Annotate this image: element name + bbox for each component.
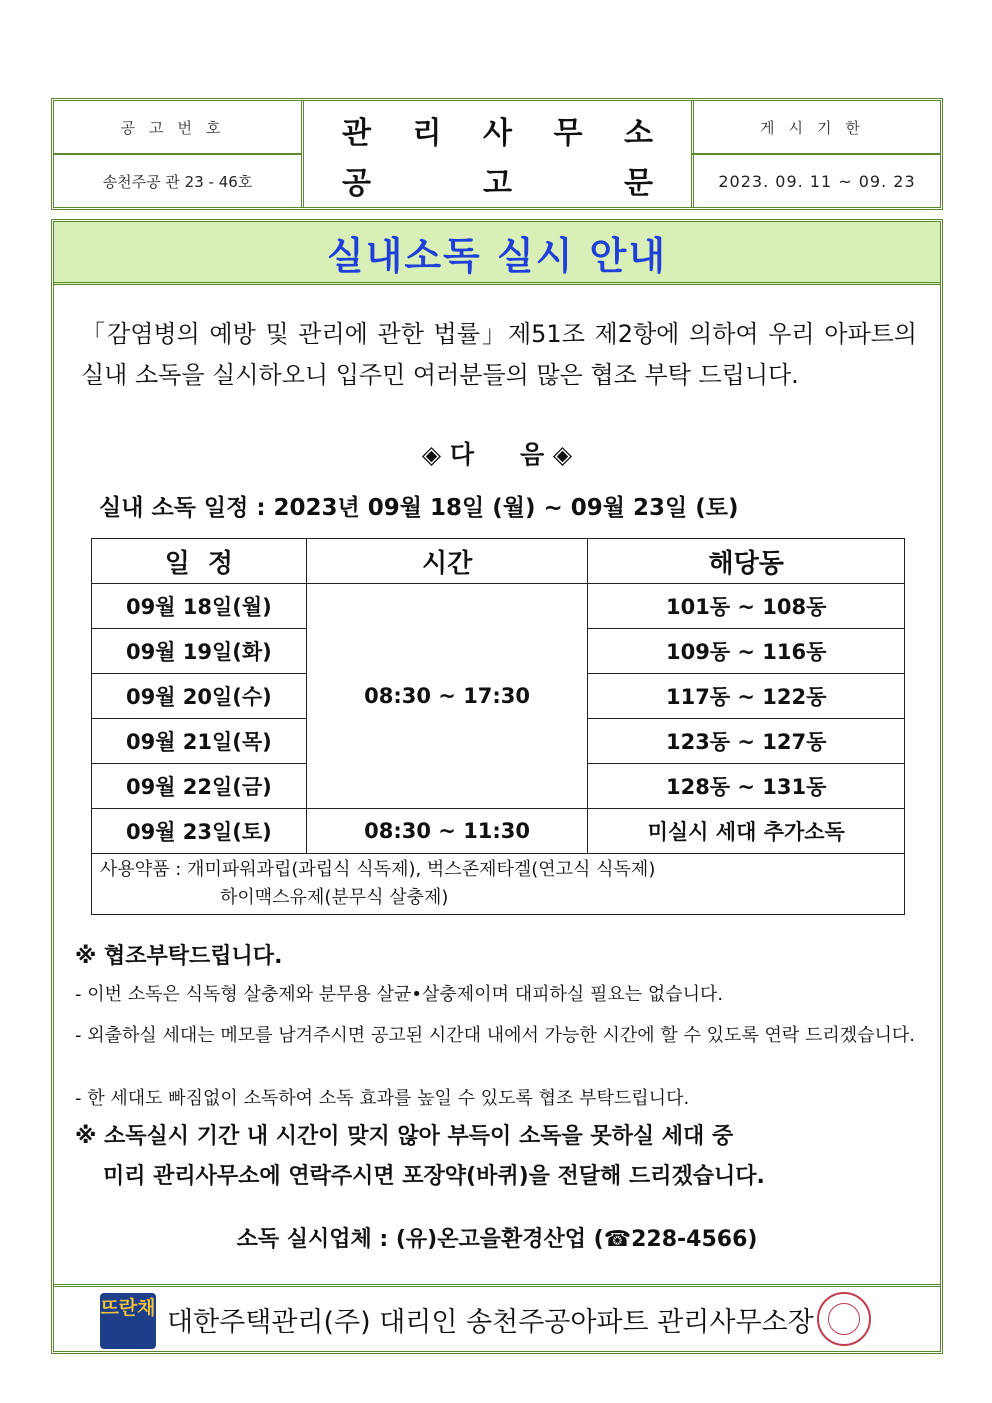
- schedule-line: 실내 소독 일정 : 2023년 09월 18일 (월) ~ 09월 23일 (토): [99, 495, 739, 521]
- notice-header: [51, 98, 943, 210]
- notice-number-label: [54, 101, 301, 153]
- office-title-char: 사: [483, 116, 512, 151]
- notice-title-char: 공: [342, 166, 371, 201]
- column-header-date: 일 정: [92, 539, 307, 584]
- column-header-building: 해당동: [588, 539, 905, 584]
- drugs-cell: [92, 854, 905, 915]
- office-title-char: 리: [412, 116, 442, 151]
- row-building: 101동 ~ 108동: [588, 584, 905, 629]
- vendor-line: 소독 실시업체 : (유)온고을환경산업 (☎228-4566): [236, 1227, 758, 1252]
- drugs-line: 사용약품 : 개미파워과립(과립식 식독제), 벅스존제타겔(연고식 식독제): [100, 859, 656, 880]
- period-label: [694, 101, 940, 153]
- table-header-row: [92, 539, 905, 584]
- table-row: [92, 809, 905, 854]
- footer-signature: 대한주택관리(주) 대리인 송천주공아파트 관리사무소장: [167, 1307, 814, 1338]
- notice-title-char: 고: [483, 166, 512, 201]
- office-title-char: 소: [624, 116, 653, 151]
- column-header-time: 시간: [306, 539, 588, 584]
- row-building: 128동 ~ 131동: [588, 764, 905, 809]
- note-item: - 이번 소독은 식독형 살충제와 분무용 살균•살충제이며 대피하실 필요는 없습니다.: [75, 984, 724, 1005]
- row-building: 123동 ~ 127동: [588, 719, 905, 764]
- row-building: 117동 ~ 122동: [588, 674, 905, 719]
- row-building: 109동 ~ 116동: [588, 629, 905, 674]
- table-row: [92, 584, 905, 629]
- note-important: [75, 1117, 945, 1197]
- note-important-line: 미리 관리사무소에 연락주시면 포장약(바퀴)을 전달해 드리겠습니다.: [103, 1164, 765, 1189]
- office-title: [304, 105, 691, 155]
- company-logo: [100, 1293, 156, 1349]
- office-title-char: 관: [342, 116, 371, 151]
- schedule-table: [91, 538, 905, 915]
- row-date: 09월 22일(금): [92, 764, 307, 809]
- row-time: 08:30 ~ 11:30: [306, 809, 588, 854]
- note-important-line: ※ 소독실시 기간 내 시간이 맞지 않아 부득이 소독을 못하실 세대 중: [75, 1124, 734, 1149]
- notice-number-text: 송천주공 관 23 - 46호: [102, 172, 253, 191]
- posting-period-text: 2023. 09. 11 ~ 09. 23: [718, 171, 916, 191]
- next-heading-left: ◈ 다: [421, 440, 474, 469]
- row-date: 09월 23일(토): [92, 809, 307, 854]
- note-item: - 한 세대도 빠짐없이 소독하여 소독 효과를 높일 수 있도록 협조 부탁드립니다.: [75, 1088, 690, 1109]
- period-label-text: 게시기한: [760, 118, 874, 137]
- notice-body: [51, 219, 943, 1354]
- next-heading: [54, 435, 940, 471]
- notice-title-char: 문: [624, 166, 653, 201]
- row-date: 09월 20일(수): [92, 674, 307, 719]
- row-building: 미실시 세대 추가소독: [588, 809, 905, 854]
- row-date: 09월 19일(화): [92, 629, 307, 674]
- official-seal-icon: [817, 1292, 871, 1346]
- logo-text: 뜨란채: [100, 1297, 156, 1319]
- intro-paragraph: [81, 314, 917, 396]
- notice-number-label-text: 공고번호: [120, 118, 235, 137]
- row-date: 09월 18일(월): [92, 584, 307, 629]
- row-date: 09월 21일(목): [92, 719, 307, 764]
- note-item: - 외출하실 세대는 메모를 남겨주시면 공고된 시간대 내에서 가능한 시간에 할 수 있도록 연락 드리겠습니다.: [75, 1025, 915, 1046]
- notice-title: [304, 155, 691, 205]
- drugs-row: [92, 854, 905, 915]
- page-title: 실내소독 실시 안내: [326, 233, 668, 278]
- footer: [54, 1284, 940, 1354]
- row-time: 08:30 ~ 17:30: [306, 584, 588, 809]
- intro-text: 「감염병의 예방 및 관리에 관한 법률」제51조 제2항에 의하여 우리 아파트의 실내 소독을 실시하오니 입주민 여러분들의 많은 협조 부탁 드립니다.: [81, 320, 917, 389]
- notes-heading: ※ 협조부탁드립니다.: [75, 944, 283, 969]
- posting-period: [694, 155, 940, 207]
- next-heading-right: 음 ◈: [520, 440, 573, 469]
- notice-title-bar: [54, 222, 940, 285]
- drugs-line: 하이맥스유제(분무식 살충제): [220, 887, 449, 908]
- notice-number: [54, 155, 301, 207]
- office-title-char: 무: [553, 116, 583, 151]
